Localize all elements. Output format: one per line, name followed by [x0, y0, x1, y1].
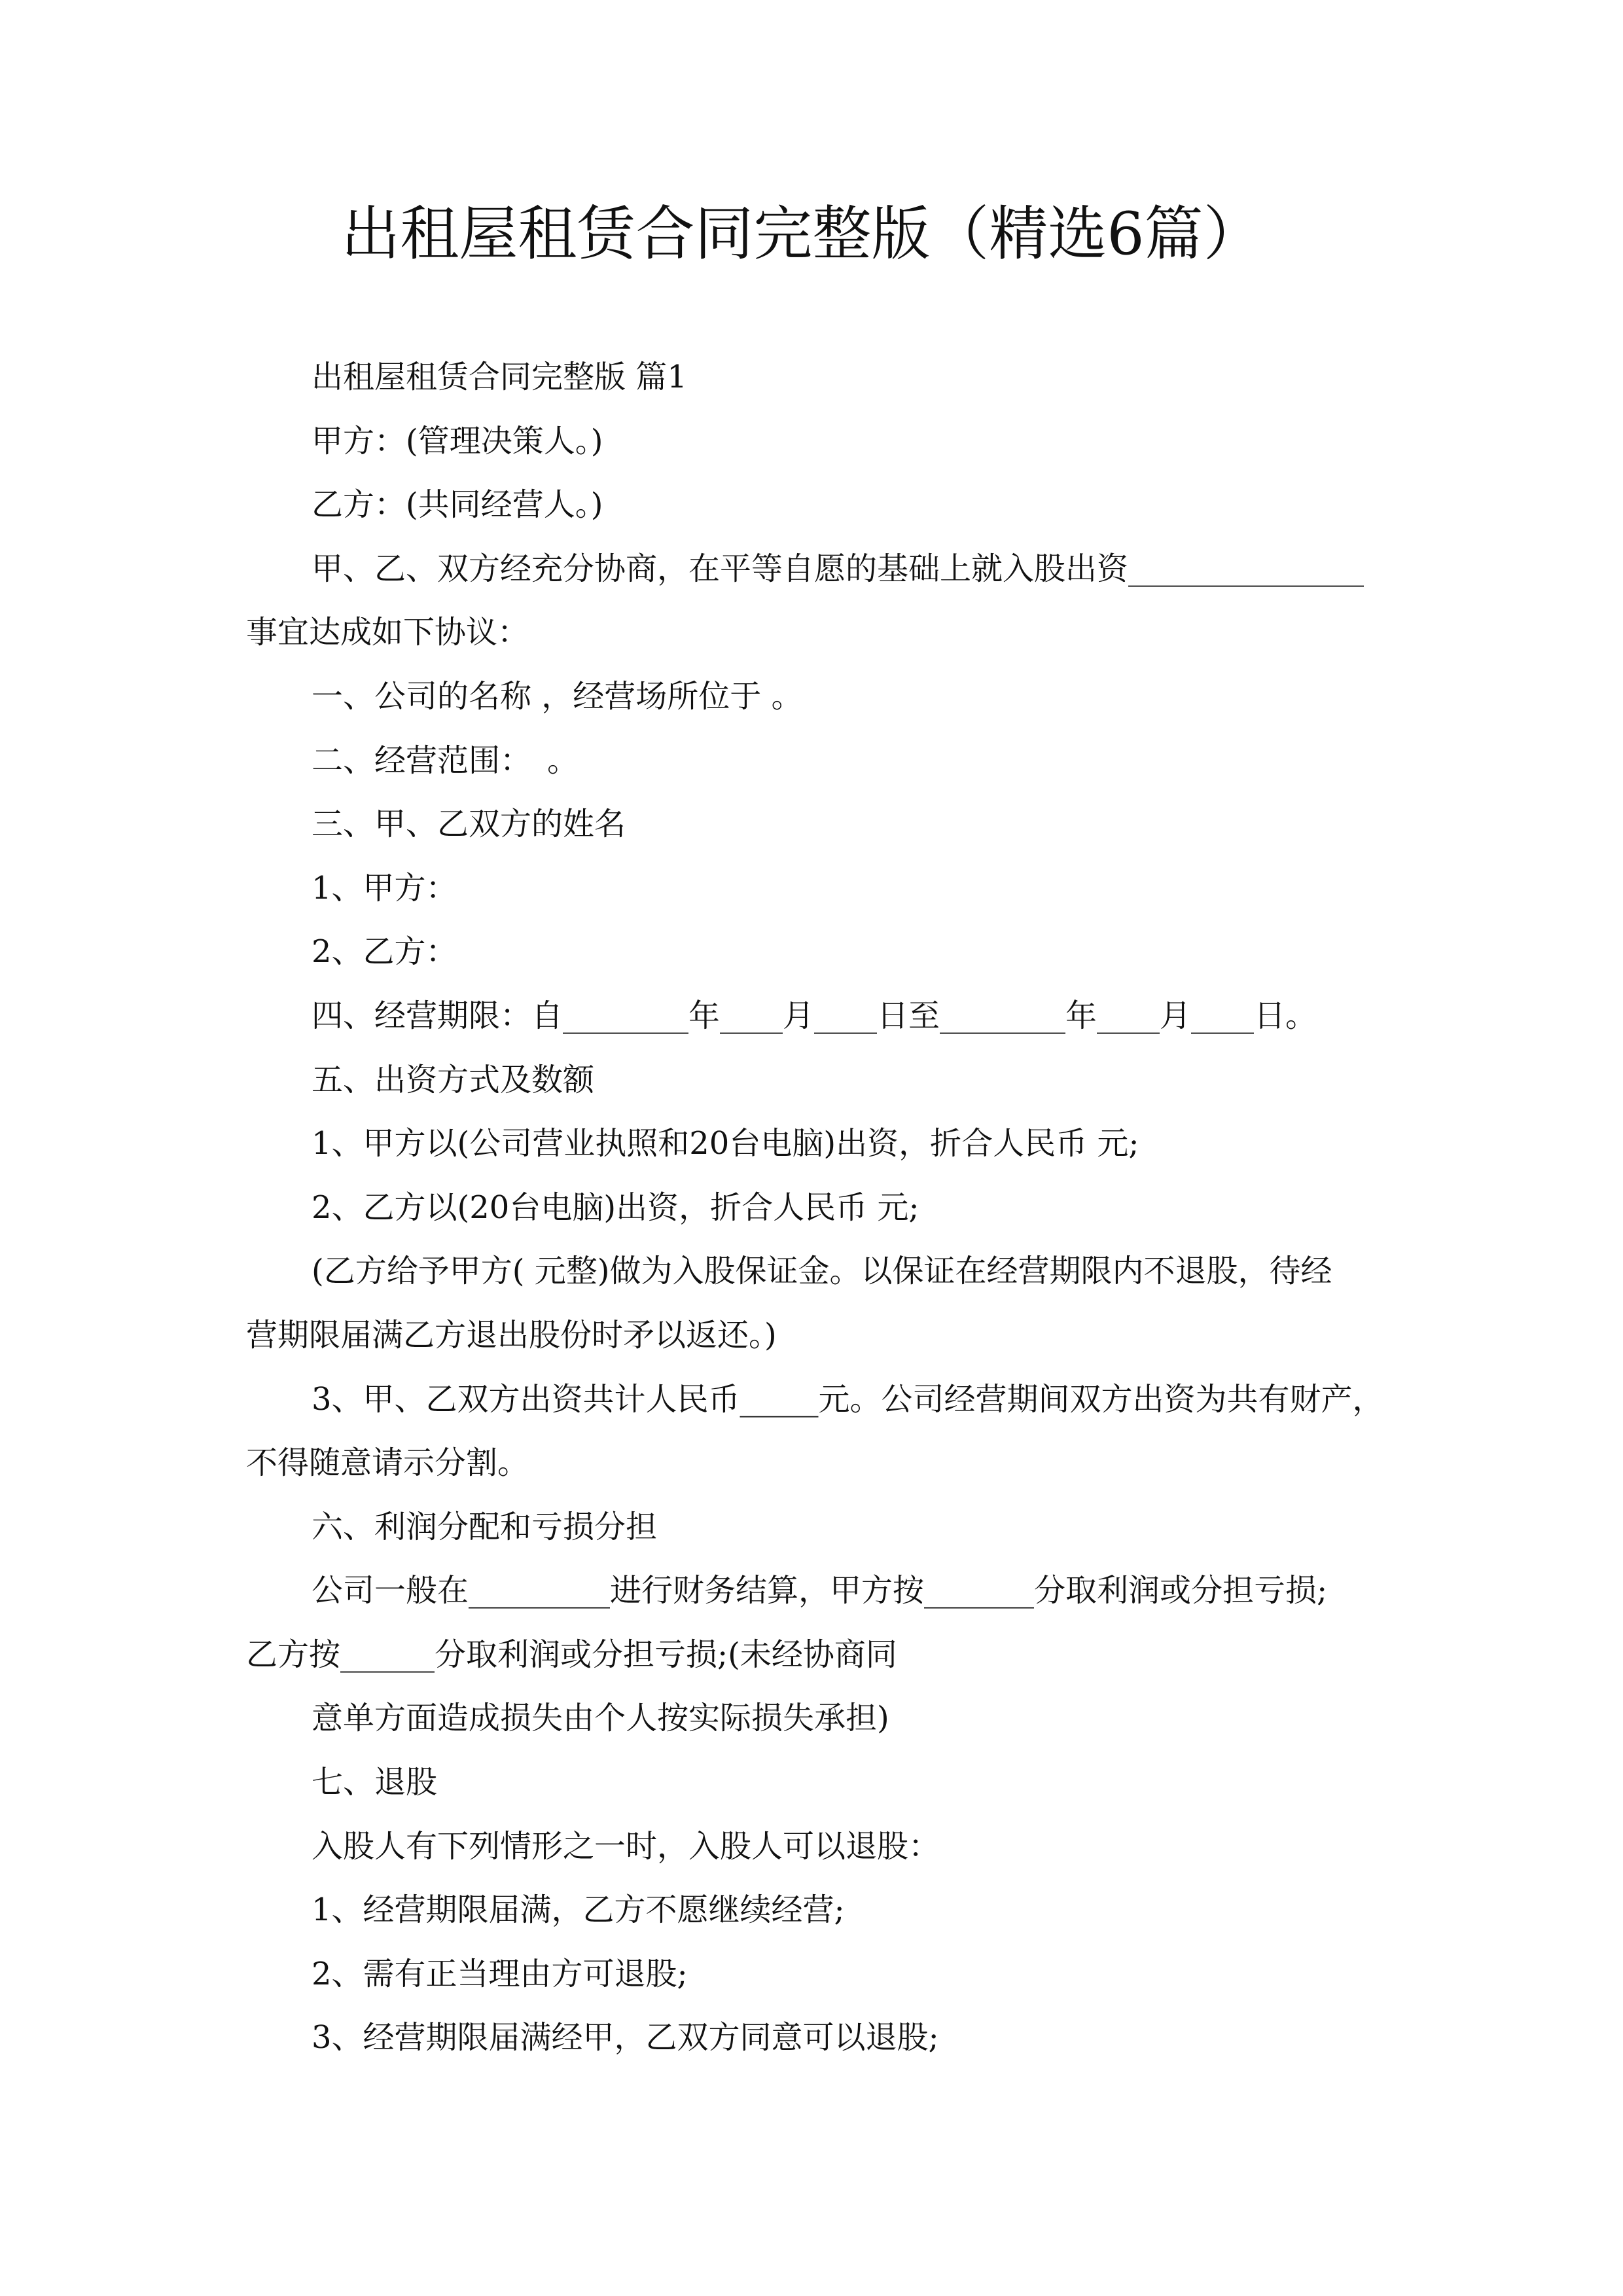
paragraph-line: 1、甲方： [312, 869, 457, 906]
paragraph-line: (乙方给予甲方( 元整)做为入股保证金。以保证在经营期限内不退股，待经 [312, 1253, 1332, 1290]
paragraph-line: 2、需有正当理由方可退股; [312, 1955, 688, 1992]
paragraph-line: 1、经营期限届满，乙方不愿继续经营; [312, 1892, 845, 1929]
paragraph-line: 营期限届满乙方退出股份时矛以返还。) [246, 1316, 777, 1354]
paragraph-line: 五、出资方式及数额 [312, 1061, 595, 1098]
paragraph-line: 不得随意请示分割。 [246, 1444, 529, 1482]
paragraph-line: 七、退股 [312, 1764, 438, 1801]
paragraph-line: 甲方：(管理决策人。) [312, 422, 603, 459]
paragraph-line: 六、利润分配和亏损分担 [312, 1508, 658, 1545]
document-body [246, 346, 1384, 2070]
paragraph-line: 乙方按______分取利润或分担亏损;(未经协商同 [246, 1636, 897, 1673]
paragraph-line: 1、甲方以(公司营业执照和20台电脑)出资，折合人民币 元; [312, 1125, 1139, 1162]
paragraph-line: 四、经营期限：自________年____月____日至________年____月____日。 [312, 997, 1317, 1034]
paragraph-line: 二、经营范围： 。 [312, 742, 579, 779]
paragraph-line: 事宜达成如下协议： [246, 614, 529, 651]
paragraph-line: 乙方：(共同经营人。) [312, 486, 603, 524]
paragraph-line: 3、经营期限届满经甲，乙双方同意可以退股; [312, 2019, 939, 2056]
document-title: 出租屋租赁合同完整版（精选6篇） [341, 200, 1262, 268]
paragraph-line: 入股人有下列情形之一时，入股人可以退股： [312, 1827, 940, 1865]
paragraph-line: 公司一般在_________进行财务结算，甲方按_______分取利润或分担亏损; [312, 1572, 1328, 1609]
paragraph-line: 2、乙方： [312, 933, 457, 971]
paragraph-line: 三、甲、乙双方的姓名 [312, 806, 626, 843]
paragraph-line: 一、公司的名称 ，经营场所位于 。 [312, 677, 803, 715]
paragraph-line: 意单方面造成损失由个人按实际损失承担) [312, 1700, 889, 1737]
paragraph-line: 3、甲、乙双方出资共计人民币_____元。公司经营期间双方出资为共有财产， [312, 1380, 1384, 1418]
paragraph-line: 2、乙方以(20台电脑)出资，折合人民币 元; [312, 1189, 919, 1226]
paragraph-line: 甲、乙、双方经充分协商，在平等自愿的基础上就入股出资_______________ [312, 550, 1364, 587]
paragraph-line: 出租屋租赁合同完整版 篇1 [312, 359, 687, 395]
